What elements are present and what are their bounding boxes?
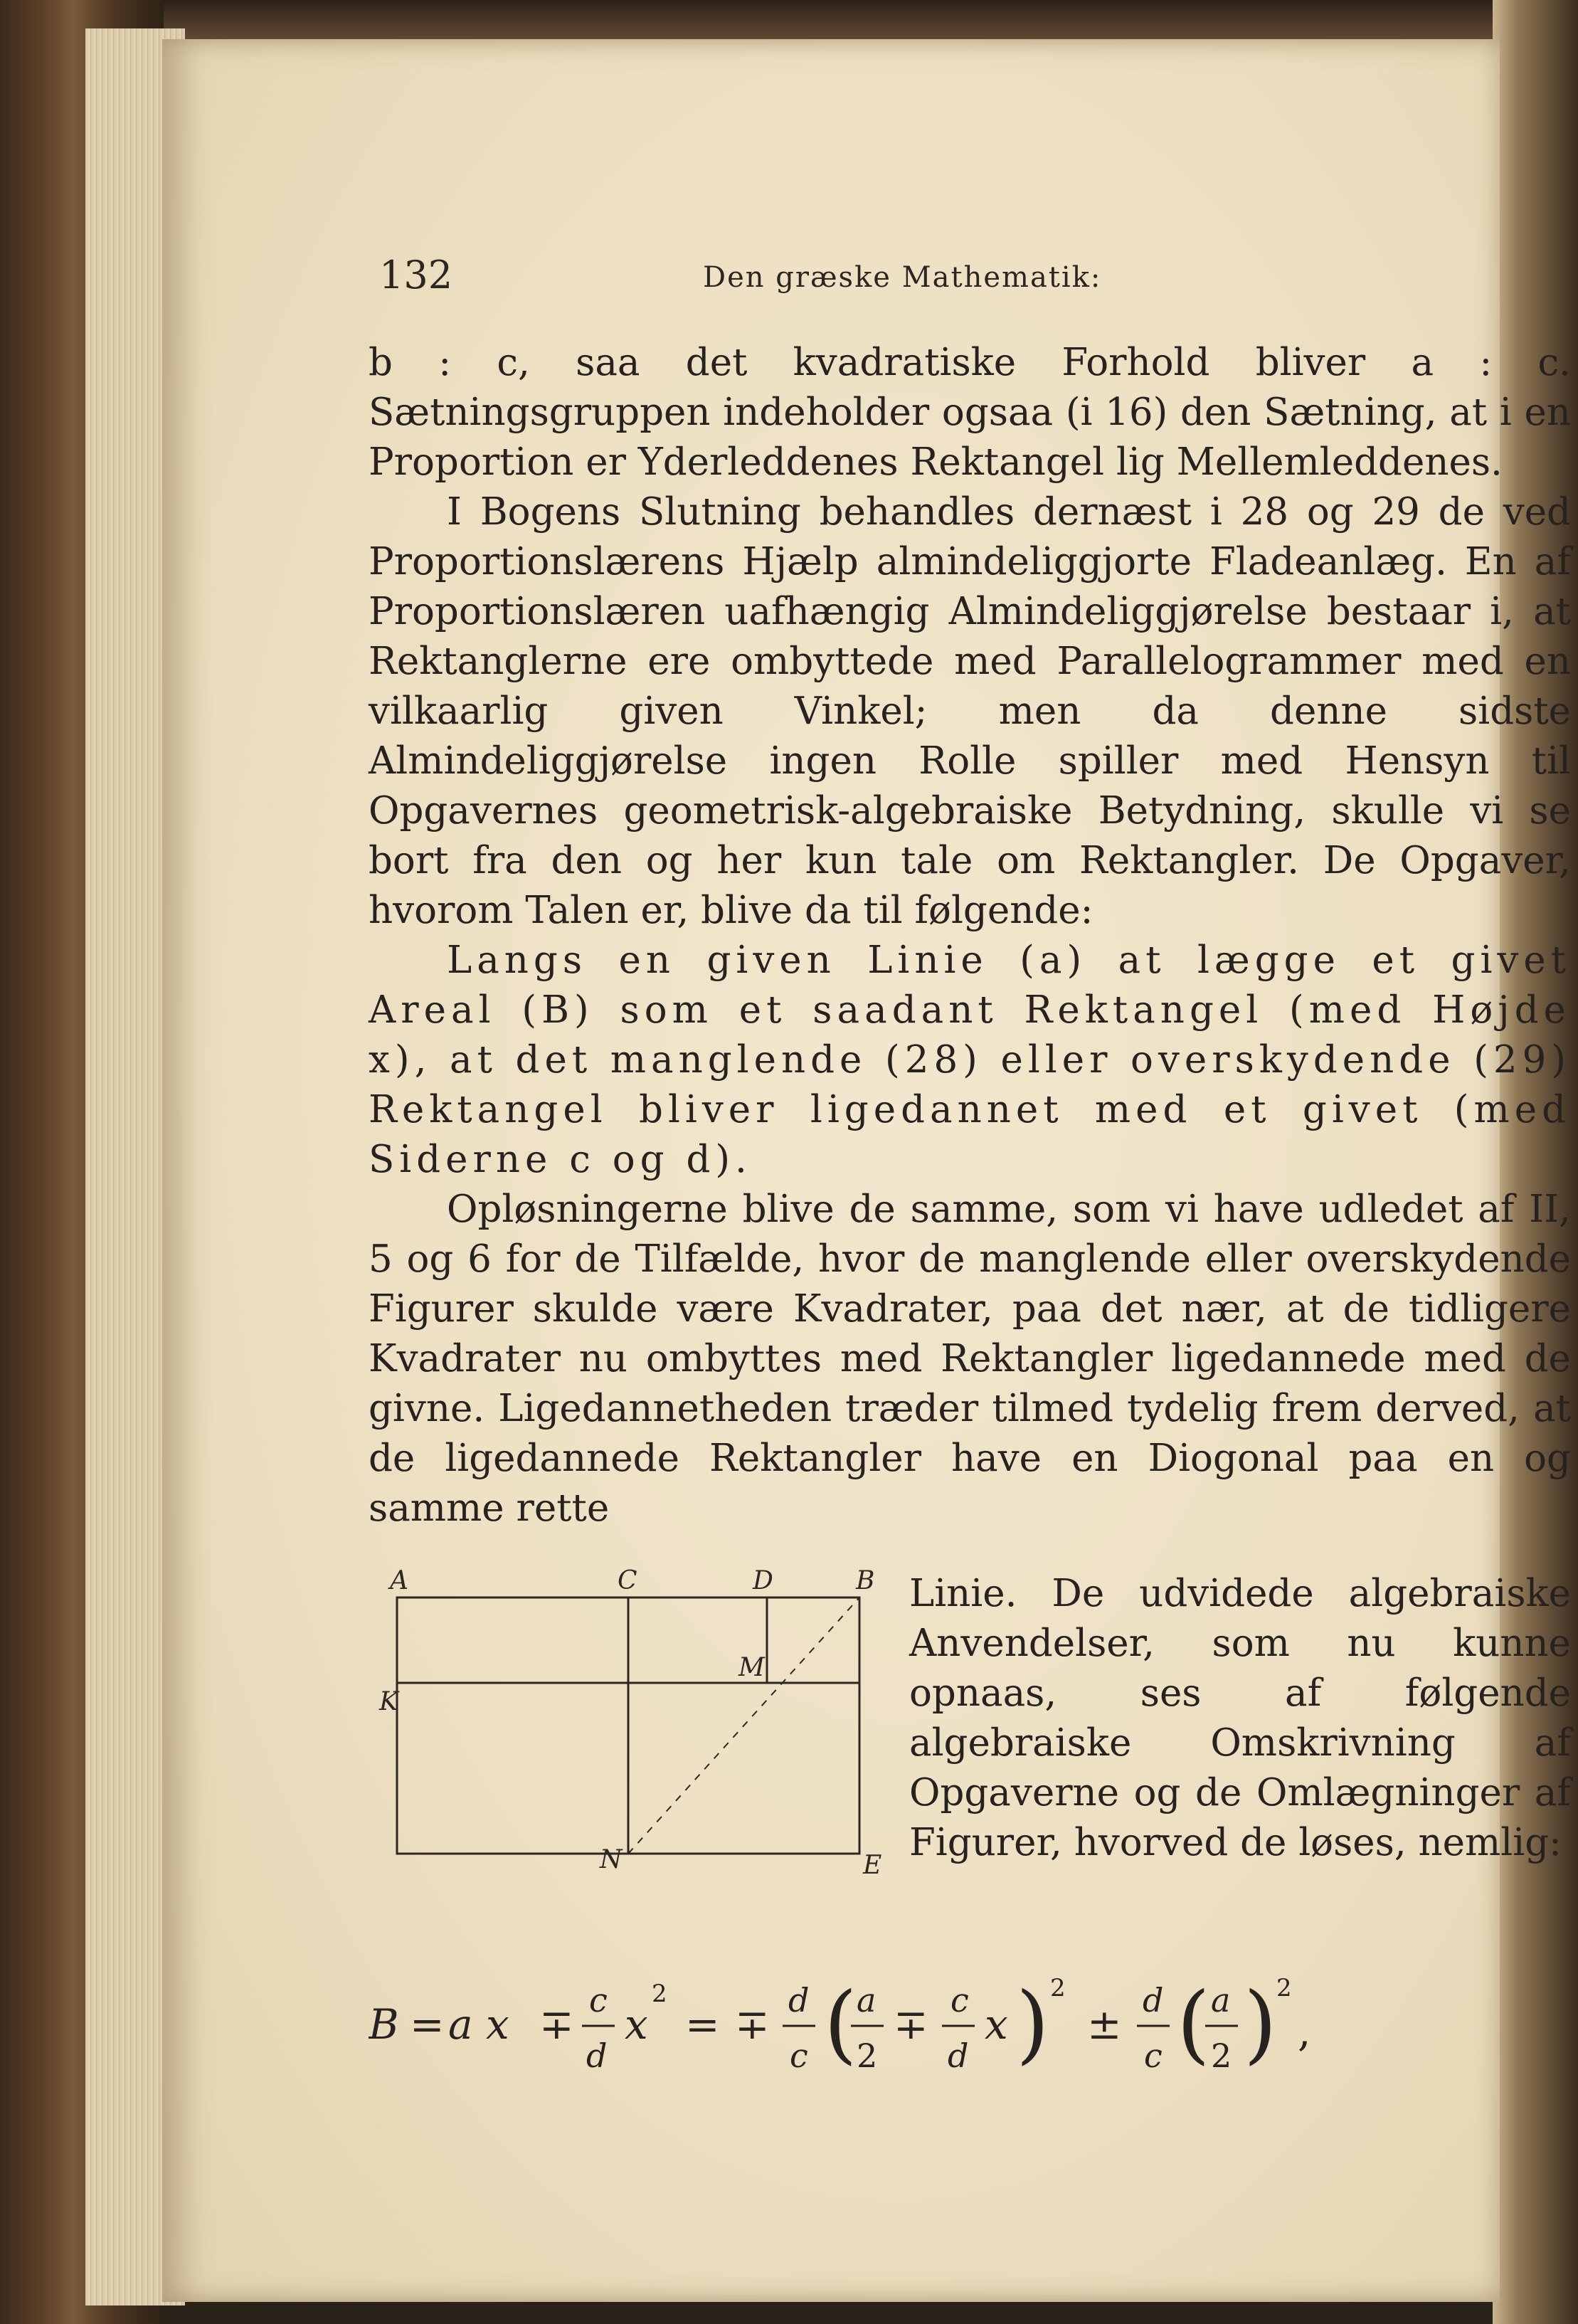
formula-sq-1: 2 (652, 1980, 667, 2008)
paragraph-1: b : c, saa det kvadratiske Forhold bliver a : c. Sætningsgruppen indeholder ogsaa (i 16) den Sætning, at i en Proportion er Yderleddenes Rektangel lig Mellemleddenes. (369, 341, 1571, 484)
frac1-den: d (586, 2037, 608, 2075)
running-title: Den græske Mathematik: (703, 261, 1102, 294)
paren-close-1: ) (1016, 1975, 1049, 2074)
page-header (162, 253, 1500, 310)
rectangle-figure (369, 1569, 909, 1939)
label-b: B (856, 1569, 875, 1595)
formula-eq-2: = (685, 2000, 720, 2049)
formula-mp-3: ∓ (894, 2000, 928, 2049)
body-text (369, 338, 1571, 1533)
formula (369, 1960, 1421, 2074)
formula-ax: a x (448, 2000, 509, 2049)
paren-close-2: ) (1244, 1975, 1277, 2074)
figure-text-wrap (369, 1569, 1571, 1939)
paragraph-2: I Bogens Slutning behandles dernæst i 28 og 29 de ved Proportionslærens Hjælp almindeliggjorte Fladeanlæg. En af Proportionslæren uafhængig Almindeliggjørelse bestaar i, at Rektanglerne ere ombyttede med Parallelogrammer med en vilkaarlig given Vinkel; men da denne sidste Almindeliggjørelse ingen Rolle spiller med Hensyn til Opgavernes geometrisk-algebraiske Betydning, skulle vi se bort fra den og her kun tale om Rektangler. De Opgaver, hvorom Talen er, blive da til følgende: (369, 490, 1571, 932)
paragraph-4: Opløsningerne blive de samme, som vi have udledet af II, 5 og 6 for de Tilfælde, hvor de manglende eller overskydende Figurer skulde være Kvadrater, paa det nær, at de tidligere Kvadrater nu ombyttes med Rektangler ligedannede med de givne. Ligedannetheden træder tilmed tydelig frem derved, at de ligedannede Rektangler have en Diogonal paa en og samme rette (369, 1188, 1571, 1530)
frac3-num: a (857, 1981, 877, 2019)
formula-comma: , (1298, 2007, 1311, 2056)
frac4-num: c (950, 1981, 969, 2019)
label-e: E (863, 1851, 882, 1880)
formula-b: B (369, 2000, 399, 2049)
paragraph-3: Langs en given Linie (a) at lægge et givet Areal (B) som et saadant Rektangel (med Højde x), at det manglende (28) eller overskydende (29) Rektangel bliver ligedannet med et givet (med Siderne c og d). (369, 939, 1571, 1181)
rectangle-diagram (369, 1569, 909, 1939)
formula-svg (369, 1960, 1421, 2096)
frac3-den: 2 (857, 2037, 878, 2075)
label-m: M (738, 1653, 765, 1682)
label-n: N (600, 1845, 623, 1874)
paragraph-5: Linie. De udvidede algebraiske Anvendelser, som nu kunne opnaas, ses af følgende algebraiske Omskrivning af Opgaverne og de Omlægninger af Figurer, hvorved de løses, nemlig: (909, 1572, 1571, 1864)
frac6-den: 2 (1211, 2037, 1232, 2075)
frac1-num: c (589, 1981, 608, 2019)
paren-open-2: ( (1177, 1975, 1210, 2074)
formula-eq-1: = (410, 2000, 445, 2049)
frac5-den: c (1144, 2037, 1163, 2075)
frac6-num: a (1211, 1981, 1231, 2019)
frac2-num: d (788, 1981, 810, 2019)
paren-open-1: ( (824, 1975, 857, 2074)
label-c: C (618, 1569, 637, 1595)
diagonal-nb (628, 1597, 859, 1854)
label-k: K (379, 1687, 398, 1716)
label-d: D (753, 1569, 773, 1595)
formula-mp-2: ∓ (735, 2000, 770, 2049)
frac4-den: d (948, 2037, 969, 2075)
page-number: 132 (379, 253, 453, 297)
frac2-den: c (790, 2037, 808, 2075)
formula-x-2: x (985, 2000, 1008, 2049)
formula-sq-2: 2 (1050, 1974, 1066, 2002)
formula-sq-3: 2 (1276, 1974, 1292, 2002)
frac5-num: d (1143, 1981, 1164, 2019)
book-page (162, 39, 1571, 2302)
formula-x-1: x (625, 2000, 648, 2049)
formula-mp-1: ∓ (539, 2000, 574, 2049)
formula-pm: ± (1087, 2000, 1122, 2049)
label-a: A (390, 1569, 408, 1595)
